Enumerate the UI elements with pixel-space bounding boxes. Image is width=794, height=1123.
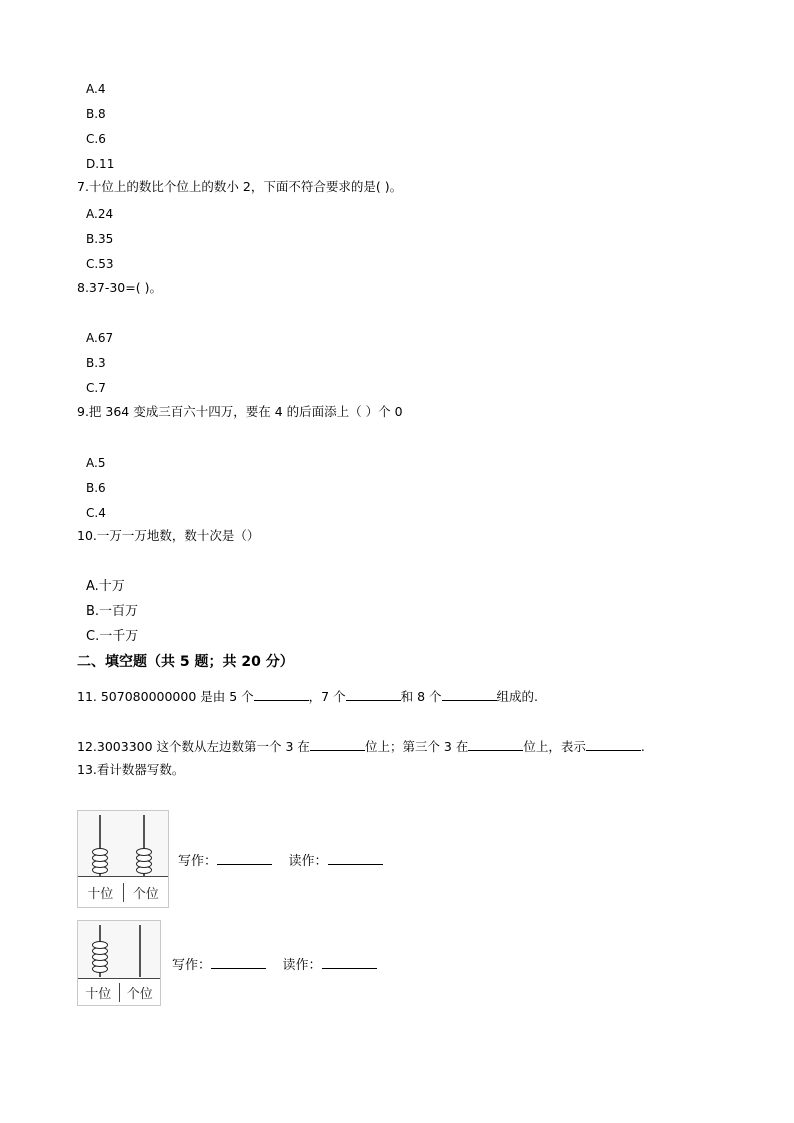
abacus-2-ones-rod <box>139 925 141 977</box>
q7-option-a: A.24 <box>86 207 114 221</box>
q12-part4: . <box>640 739 645 754</box>
q11-part1: 11. 507080000000 是由 5 个 <box>77 689 254 704</box>
q9-stem: 9.把 364 变成三百六十四万，要在 4 的后面添上（ ）个 0 <box>77 404 403 419</box>
abacus-1-ones-label: 个位 <box>123 883 169 902</box>
abacus-2-label-row <box>78 978 160 1005</box>
q13-line1-read-blank <box>328 853 383 865</box>
q12-blank-1 <box>310 739 365 751</box>
q8-option-c: C.7 <box>86 381 106 395</box>
abacus-1-tens-label: 十位 <box>87 886 114 902</box>
q13-line1-read-label: 读作： <box>288 854 328 869</box>
q12-part1: 12.3003300 这个数从左边数第一个 3 在 <box>77 739 310 754</box>
q9-option-c: C.4 <box>86 506 106 520</box>
abacus-2-ones-label: 个位 <box>119 983 161 1002</box>
q12-part2: 位上；第三个 3 在 <box>364 739 469 754</box>
q11-part4: 组成的. <box>496 689 538 704</box>
q13-line1-write-label: 写作： <box>178 854 218 869</box>
q13-line2-read-blank <box>322 957 377 969</box>
abacus-1-label-row <box>78 876 168 907</box>
q12 <box>77 739 645 754</box>
q13-line2 <box>172 957 377 972</box>
q6-option-c: C.6 <box>86 132 106 146</box>
q13-line2-write-blank <box>211 957 266 969</box>
q11-blank-1 <box>254 689 309 701</box>
q7-option-b: B.35 <box>86 232 114 246</box>
q6-option-d: D.11 <box>86 157 115 171</box>
abacus-1-image <box>77 810 169 908</box>
q11-part3: 和 8 个 <box>400 689 442 704</box>
q13-line1-write-blank <box>217 853 272 865</box>
q10-stem: 10.一万一万地数，数十次是（） <box>77 528 260 543</box>
abacus-2-tens-label: 十位 <box>85 986 112 1002</box>
abacus-2-image <box>77 920 161 1006</box>
abacus-2-tens-bead <box>92 941 108 949</box>
q6-option-b: B.8 <box>86 107 106 121</box>
q12-blank-3 <box>586 739 641 751</box>
q8-stem: 8.37-30=( )。 <box>77 280 162 295</box>
q11-blank-3 <box>442 689 497 701</box>
q10-option-b: B.一百万 <box>86 604 139 619</box>
q7-option-c: C.53 <box>86 257 114 271</box>
q13-line2-write-label: 写作： <box>172 958 212 973</box>
q9-option-a: A.5 <box>86 456 106 470</box>
q10-option-c: C.一千万 <box>86 629 139 644</box>
q8-option-a: A.67 <box>86 331 114 345</box>
q6-option-a: A.4 <box>86 82 106 96</box>
q9-option-b: B.6 <box>86 481 106 495</box>
q13-line1 <box>178 853 383 868</box>
abacus-1-tens-bead <box>92 848 108 856</box>
q7-stem: 7.十位上的数比个位上的数小 2，下面不符合要求的是( )。 <box>77 179 403 194</box>
q11 <box>77 689 538 704</box>
section-2-title: 二、填空题（共 5 题；共 20 分） <box>77 654 294 670</box>
q11-part2: ，7 个 <box>308 689 346 704</box>
q10-option-a: A.十万 <box>86 579 125 594</box>
abacus-1-ones-bead <box>136 848 152 856</box>
q12-blank-2 <box>468 739 523 751</box>
q11-blank-2 <box>346 689 401 701</box>
q8-option-b: B.3 <box>86 356 106 370</box>
q13-line2-read-label: 读作： <box>282 958 322 973</box>
q12-part3: 位上，表示 <box>523 739 586 754</box>
q13-stem: 13.看计数器写数。 <box>77 762 185 777</box>
